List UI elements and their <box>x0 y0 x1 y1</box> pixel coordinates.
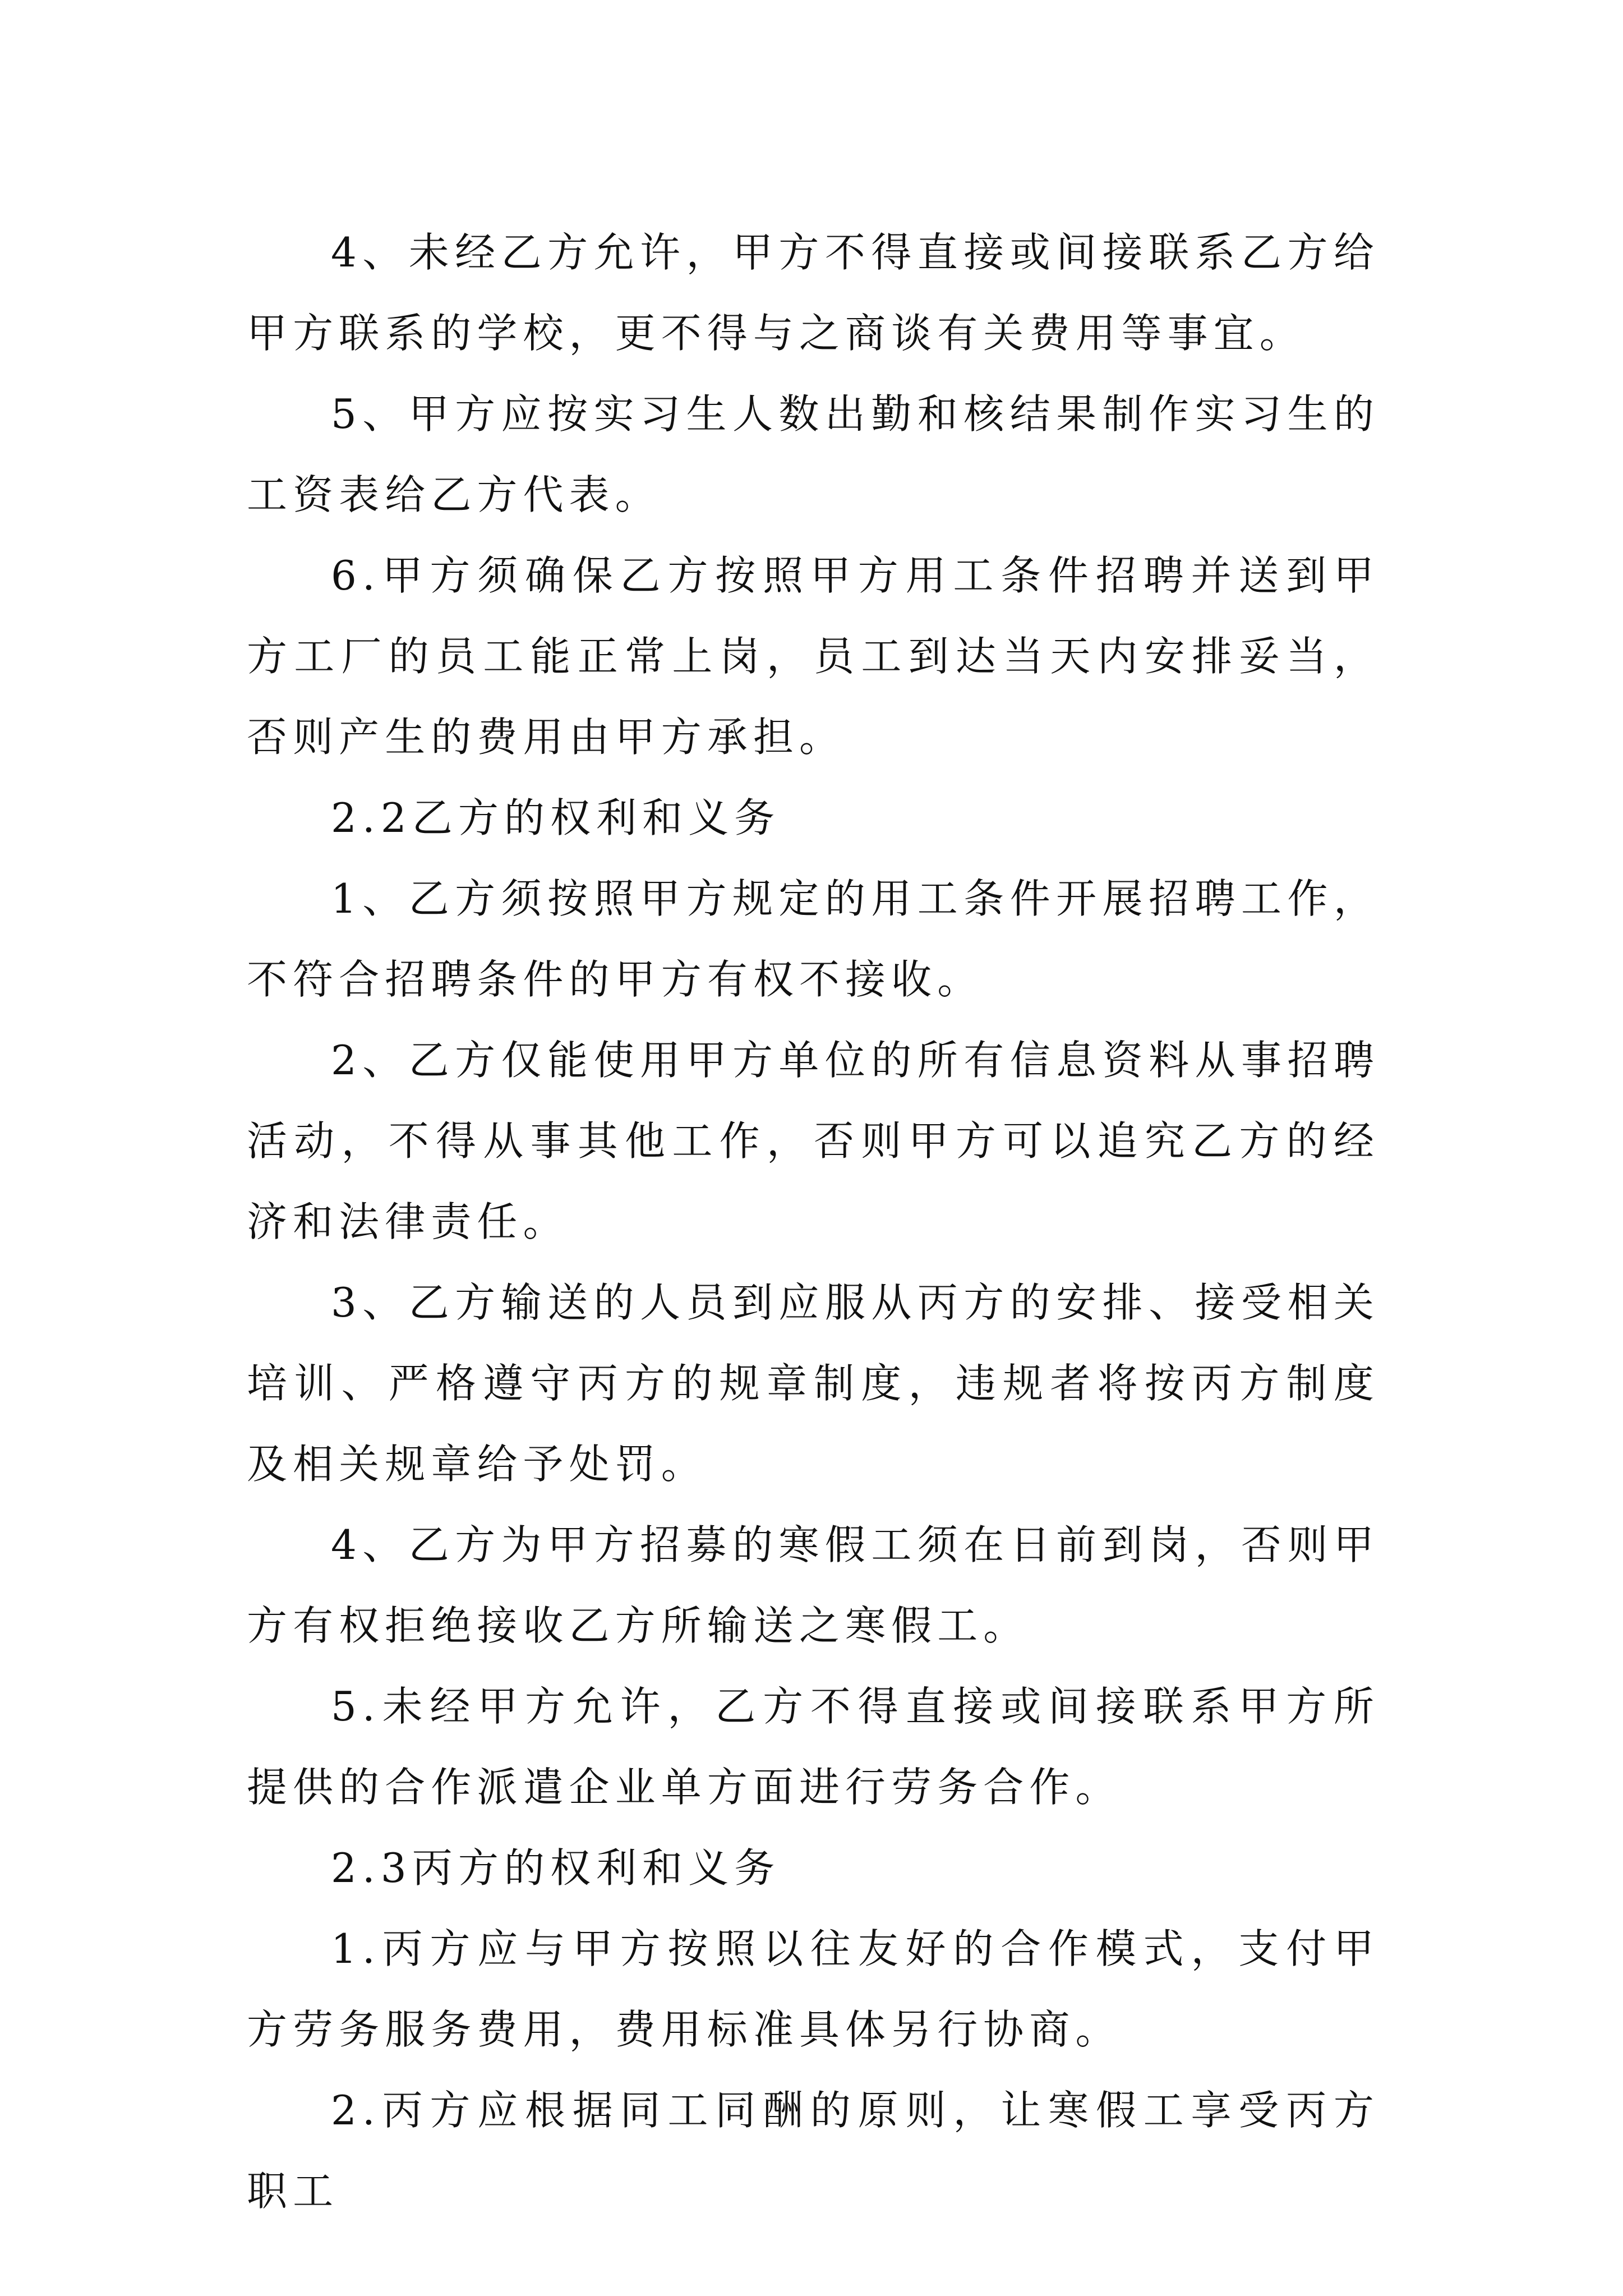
paragraph-party-c-equal-pay: 2.丙方应根据同工同酬的原则，让寒假工享受丙方职工 <box>247 2087 1380 2215</box>
paragraph-party-a-no-contact-schools: 4、未经乙方允许，甲方不得直接或间接联系乙方给甲方联系的学校，更不得与之商谈有关费用等事宜。 <box>247 229 1380 357</box>
paragraph-party-b-information-use: 2、乙方仅能使用甲方单位的所有信息资料从事招聘活动，不得从事其他工作，否则甲方可以追究乙方的经济和法律责任。 <box>247 1037 1380 1245</box>
paragraph-party-c-service-fee: 1.丙方应与甲方按照以往友好的合作模式，支付甲方劳务服务费用，费用标准具体另行协商。 <box>247 1925 1380 2053</box>
section-heading-party-c: 2.3丙方的权利和义务 <box>331 1844 781 1892</box>
paragraph-party-b-personnel-rules: 3、乙方输送的人员到应服从丙方的安排、接受相关培训、严格遵守丙方的规章制度，违规者将按丙方制度及相关规章给予处罚。 <box>247 1279 1380 1488</box>
paragraph-party-a-onboarding: 6.甲方须确保乙方按照甲方用工条件招聘并送到甲方工厂的员工能正常上岗，员工到达当天内安排妥当，否则产生的费用由甲方承担。 <box>247 552 1380 761</box>
paragraph-party-b-no-direct-contact: 5.未经甲方允许，乙方不得直接或间接联系甲方所提供的合作派遣企业单方面进行劳务合作。 <box>247 1683 1380 1811</box>
paragraph-party-b-arrival-deadline: 4、乙方为甲方招募的寒假工须在日前到岗，否则甲方有权拒绝接收乙方所输送之寒假工。 <box>247 1521 1380 1649</box>
section-heading-party-b: 2.2乙方的权利和义务 <box>331 794 781 841</box>
paragraph-party-a-payroll: 5、甲方应按实习生人数出勤和核结果制作实习生的工资表给乙方代表。 <box>247 390 1380 518</box>
document-body <box>247 212 1380 2231</box>
paragraph-party-b-recruit-conditions: 1、乙方须按照甲方规定的用工条件开展招聘工作，不符合招聘条件的甲方有权不接收。 <box>247 875 1380 1003</box>
